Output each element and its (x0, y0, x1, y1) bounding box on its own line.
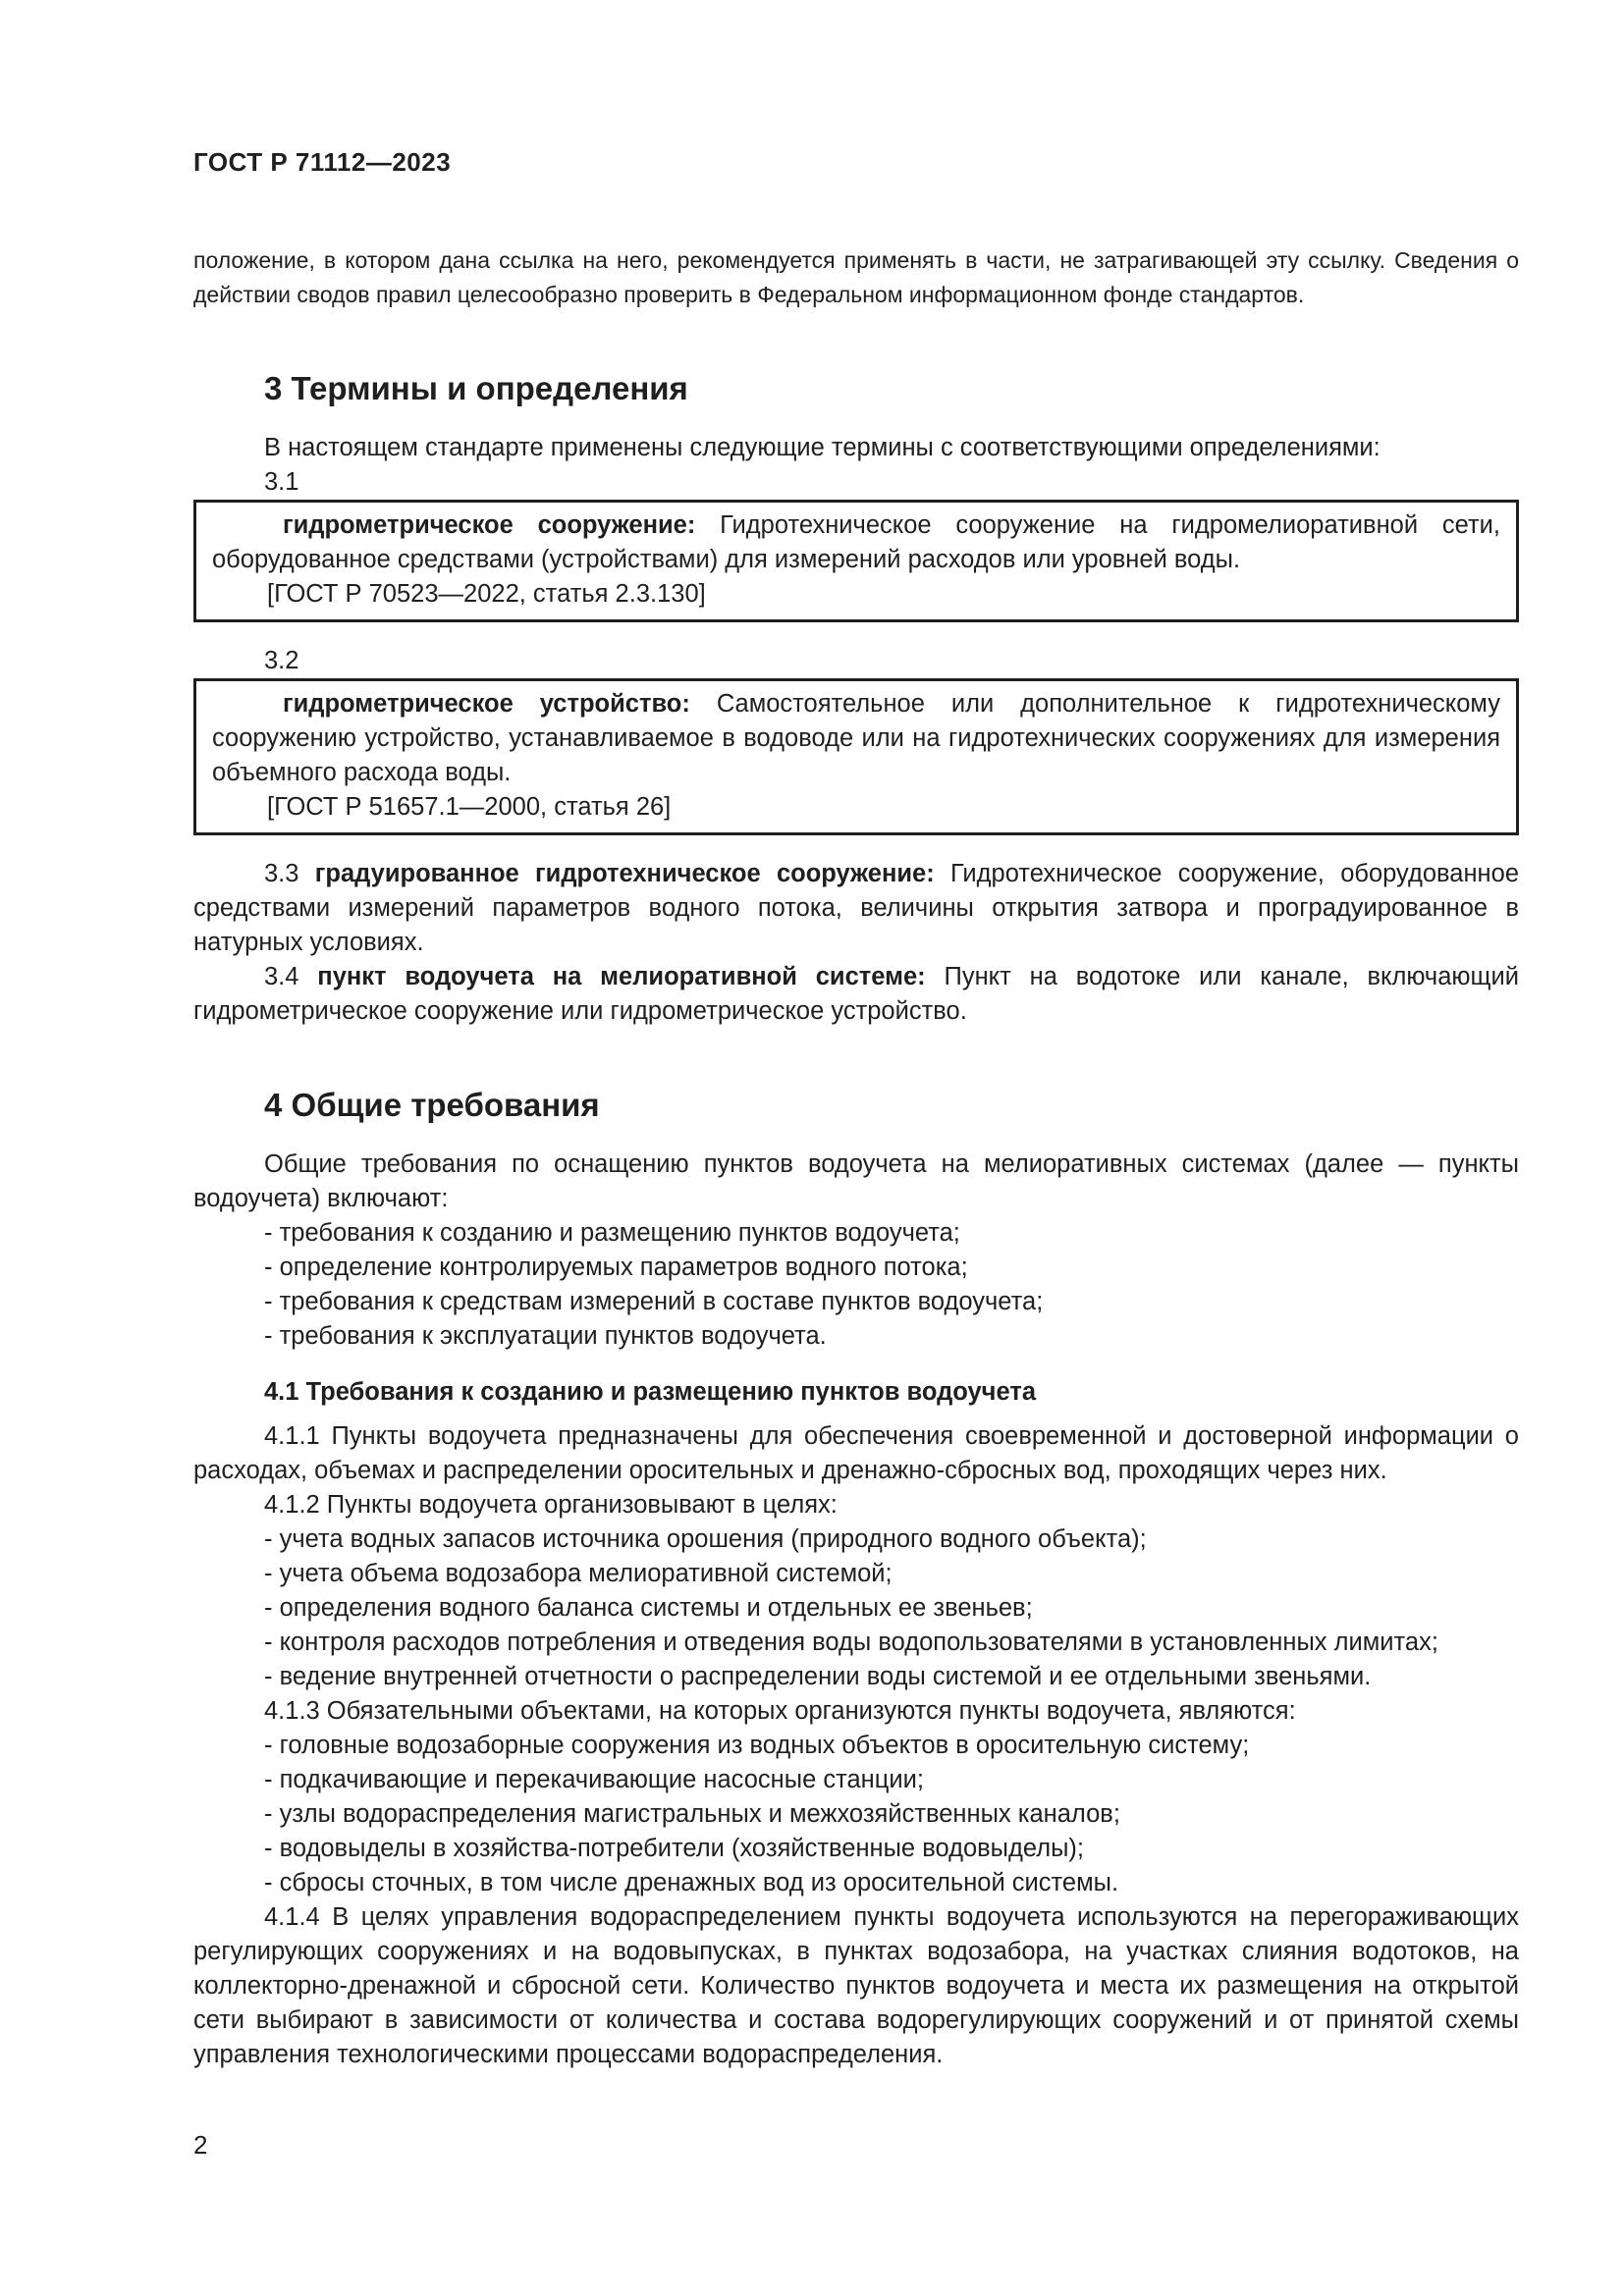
term-3-4 (193, 960, 1519, 1029)
term-3-4-term: пункт водоучета на мелиоративной системе: (317, 963, 926, 990)
list-item: - узлы водораспределения магистральных и межхозяйственных каналов; (264, 1800, 1120, 1828)
section-3-intro: В настоящем стандарте применены следующие термины с соответствующими определениями: (264, 434, 1380, 461)
term-3-1-definition: Гидротехническое сооружение на гидромелиоративной сети, оборудованное средствами (устройствами) для измерений расходов или уровней воды. (212, 511, 1500, 573)
list-item: - требования к средствам измерений в составе пунктов водоучета; (264, 1288, 1044, 1315)
list-item: - подкачивающие и перекачивающие насосные станции; (264, 1766, 924, 1793)
term-3-3-definition: Гидротехническое сооружение, оборудованное средствами измерений параметров водного потока, величины открытия затвора и проградуированное в натурных условиях. (193, 860, 1519, 956)
term-3-3-term: градуированное гидротехническое сооружение: (314, 860, 935, 887)
list-item: - определение контролируемых параметров водного потока; (264, 1254, 968, 1281)
term-3-2-source: [ГОСТ Р 51657.1—2000, статья 26] (267, 793, 672, 821)
term-3-2-term: гидрометрическое устройство: (283, 690, 690, 718)
list-item: - головные водозаборные сооружения из водных объектов в оросительную систему; (264, 1732, 1250, 1759)
list-item: - ведение внутренней отчетности о распределении воды системой и ее отдельными звеньями. (264, 1663, 1372, 1690)
page-number: 2 (193, 2130, 208, 2160)
term-3-2-definition: Самостоятельное или дополнительное к гидротехническому сооружению устройство, устанавливаемое в водоводе или на гидротехнических сооружениях для измерения объемного расхода воды. (212, 690, 1501, 786)
term-3-2-box (193, 678, 1519, 835)
paragraph-4-1-3: 4.1.3 Обязательными объектами, на которых организуются пункты водоучета, являются: (264, 1697, 1296, 1725)
section-4-intro: Общие требования по оснащению пунктов водоучета на мелиоративных системах (далее — пункты водоучета) включают: (193, 1150, 1519, 1212)
term-3-1-box (193, 500, 1519, 622)
paragraph-4-1-4: 4.1.4 В целях управления водораспределением пункты водоучета используются на перегораживающих регулирующих сооружениях и на водовыпусках, в пунктах водозабора, на участках слияния водотоков, на коллекторно-дренажной и сбросной сети. Количество пунктов водоучета и места их размещения на открытой сети выбирают в зависимости от количества и состава водорегулирующих сооружений и от принятой схемы управления технологическими процессами водораспределения. (193, 1903, 1519, 2068)
term-3-2-text (212, 687, 1500, 790)
paragraph-4-1-1: 4.1.1 Пункты водоучета предназначены для обеспечения своевременной и достоверной информации о расходах, объемах и распределении оросительных и дренажно-сбросных вод, проходящих через них. (193, 1422, 1519, 1484)
term-3-2-number: 3.2 (264, 647, 299, 674)
term-3-1-term: гидрометрическое сооружение: (283, 511, 696, 539)
document-code-header: ГОСТ Р 71112—2023 (193, 147, 452, 177)
list-item: - контроля расходов потребления и отведения воды водопользователями в установленных лимитах; (264, 1629, 1438, 1656)
term-3-3 (193, 857, 1519, 960)
paragraph-4-1-2: 4.1.2 Пункты водоучета организовывают в целях: (264, 1491, 838, 1519)
section-4-title: 4 Общие требования (264, 1087, 600, 1123)
list-item: - определения водного баланса системы и отдельных ее звеньев; (264, 1594, 1033, 1622)
term-3-1-number: 3.1 (264, 468, 299, 496)
term-3-4-number: 3.4 (264, 963, 318, 990)
list-item: - учета водных запасов источника орошения (природного водного объекта); (264, 1525, 1147, 1553)
list-item: - водовыделы в хозяйства-потребители (хозяйственные водовыделы); (264, 1835, 1085, 1862)
term-3-1-source: [ГОСТ Р 70523—2022, статья 2.3.130] (267, 580, 706, 608)
list-item: - учета объема водозабора мелиоративной системой; (264, 1560, 893, 1587)
list-item: - требования к эксплуатации пунктов водоучета. (264, 1322, 827, 1350)
list-item: - сбросы сточных, в том числе дренажных вод из оросительной системы. (264, 1869, 1119, 1896)
intro-paragraph: положение, в котором дана ссылка на него, рекомендуется применять в части, не затрагивающей эту ссылку. Сведения о действии сводов правил целесообразно проверить в Федеральном информационном фонде стандартов. (193, 247, 1519, 307)
subsection-4-1-title: 4.1 Требования к созданию и размещению пунктов водоучета (264, 1378, 1037, 1406)
page-content (193, 221, 1519, 2072)
term-3-4-definition: Пункт на водотоке или канале, включающий гидрометрическое сооружение или гидрометрическое устройство. (193, 963, 1519, 1025)
term-3-1-text (212, 508, 1500, 577)
list-item: - требования к созданию и размещению пунктов водоучета; (264, 1219, 960, 1247)
term-3-3-number: 3.3 (264, 860, 315, 887)
section-3-title: 3 Термины и определения (264, 370, 688, 406)
